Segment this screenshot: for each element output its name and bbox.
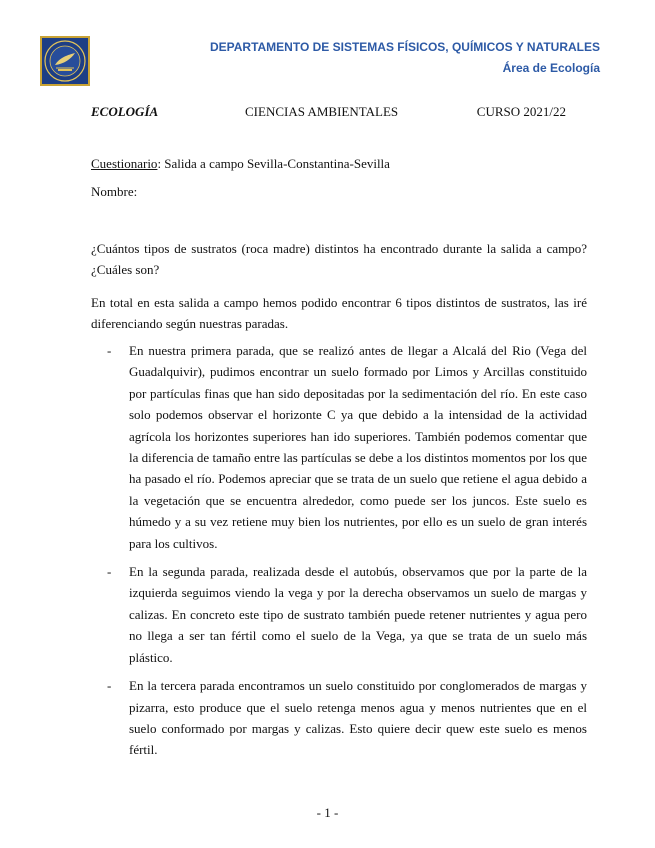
list-item-text: En la segunda parada, realizada desde el autobús, observamos que por la parte de la izquierda seguimos viendo la vega y por la derecha observamos un suelo de margas y calizas. En concreto este tipo de sustrato también puede retener nutrientes y agua pero no llega a ser tan fértil como el suelo de la Vega, ya que se trata de un suelo más plástico. [129,564,587,665]
department-name: DEPARTAMENTO DE SISTEMAS FÍSICOS, QUÍMICOS Y NATURALES [209,40,600,54]
subject-label: ECOLOGÍA [91,104,159,119]
bullet-dash: - [107,564,112,580]
quiz-title [91,156,390,172]
question-paragraph: ¿Cuántos tipos de sustratos (roca madre) distintos ha encontrado durante la salida a campo? ¿Cuáles son? [91,241,587,278]
list-item [91,340,587,554]
quiz-title-text: : Salida a campo Sevilla-Constantina-Sevilla [157,156,390,171]
bullet-dash: - [107,343,112,358]
program-label: CIENCIAS AMBIENTALES [245,104,399,119]
quiz-label: Cuestionario [91,156,158,171]
list-item [91,561,587,668]
course-info-row [91,104,566,120]
page-number: - 1 - [316,805,339,820]
department-header [210,37,600,79]
student-name-label: Nombre: [91,184,138,199]
list-item-text: En nuestra primera parada, que se realizó antes de llegar a Alcalá del Rio (Vega del Guadalquivir), pudimos encontrar un suelo formado por Limos y Arcillas constituido por partículas finas que han sido depositadas por la sedimentación del río. En este caso solo podemos observar el horizonte C ya que debido a la intensidad de la actividad agrícola los horizontes superiores han ido superiores. También podemos comentar que la diferencia de tamaño entre las partículas se debe a los distintos momentos por los que ha pasado el río. Podemos apreciar que se trata de un suelo que retiene el agua debido a la vegetación que se encuentra alrededor, como puede ser los juncos. Este suelo es húmedo y a su vez retiene muy bien los nutrientes, por ello es un suelo de gran interés para los cultivos. [129,343,587,551]
list-item-text: En la tercera parada encontramos un suelo constituido por conglomerados de margas y pizarra, esto produce que el suelo retenga menos agua y menos nutrientes que en el suelo conformado por margas y calizas. Esto quiere decir quew este suelo es menos fértil. [129,678,587,758]
course-year-label: CURSO 2021/22 [476,104,566,119]
university-seal-icon [40,36,90,86]
list-item [91,675,587,761]
bullet-dash: - [107,678,112,694]
area-name: Área de Ecología [502,61,600,75]
intro-paragraph: En total en esta salida a campo hemos podido encontrar 6 tipos distintos de sustratos, las iré diferenciando según nuestras paradas. [91,295,587,332]
stops-list [91,340,587,768]
